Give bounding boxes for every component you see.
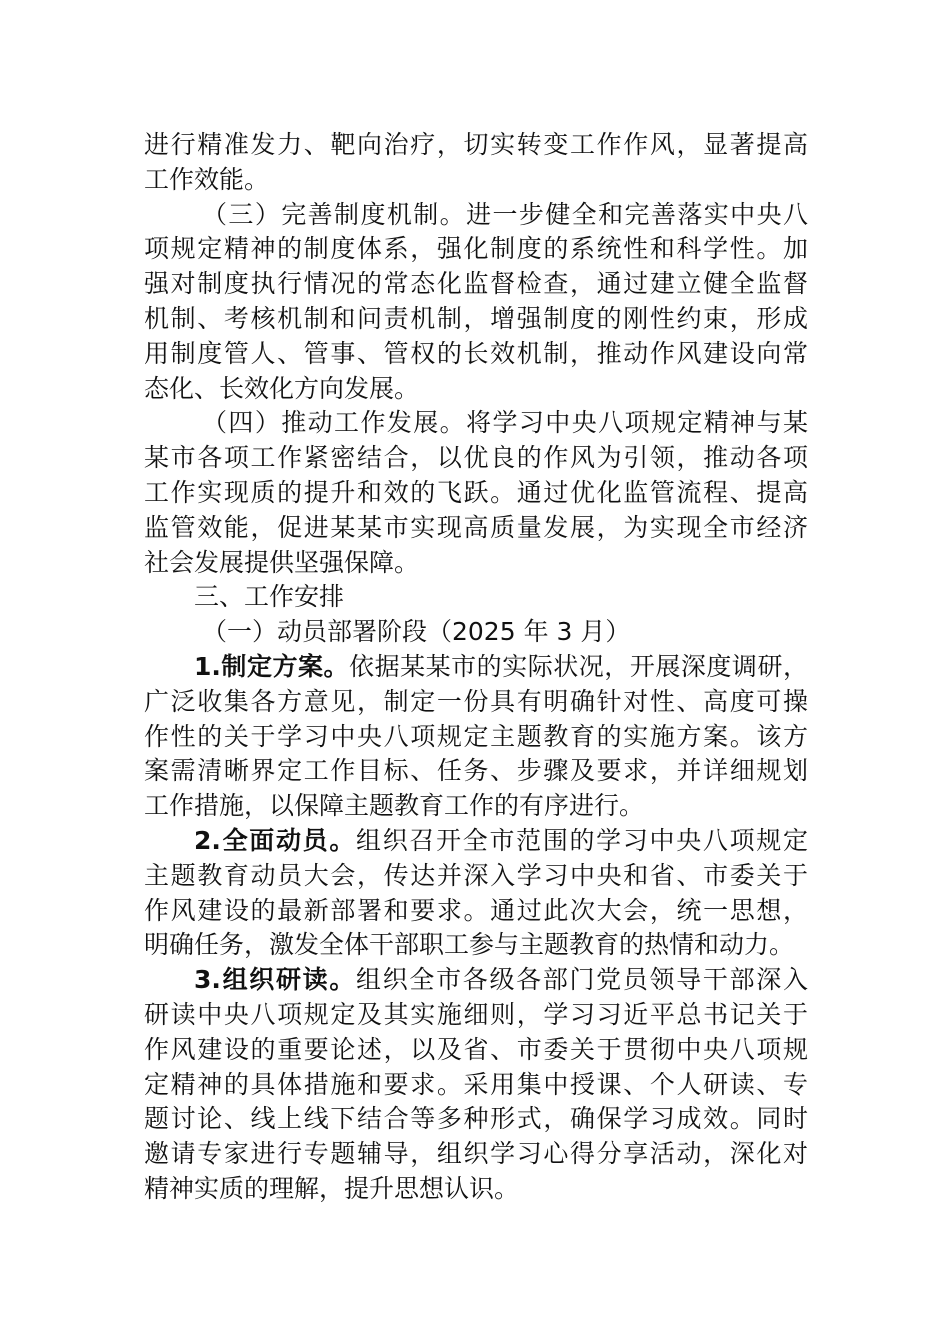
item-title: 1.制定方案。 (194, 651, 350, 681)
text-line: 定精神的具体措施和要求。采用集中授课、个人研读、专 (144, 1069, 808, 1099)
text-line: 态化、长效化方向发展。 (144, 373, 420, 403)
text-line: 用制度管人、管事、管权的长效机制，推动作风建设向常 (144, 338, 808, 368)
text-line: 明确任务，激发全体干部职工参与主题教育的热情和动力。 (144, 930, 795, 960)
item-first-line (144, 650, 808, 685)
text-line: 广泛收集各方意见，制定一份具有明确针对性、高度可操 (144, 686, 808, 716)
text-line: 案需清晰界定工作目标、任务、步骤及要求，并详细规划 (144, 756, 808, 786)
text-line: 作性的关于学习中央八项规定主题教育的实施方案。该方 (144, 721, 808, 751)
section-3-heading-line: （三）完善制度机制。进一步健全和完善落实中央八 (202, 199, 808, 229)
text-line: 作风建设的最新部署和要求。通过此次大会，统一思想， (144, 895, 808, 925)
item-title: 3.组织研读。 (194, 965, 357, 995)
text-line: 邀请专家进行专题辅导，组织学习心得分享活动，深化对 (144, 1139, 808, 1169)
text-line: 项规定精神的制度体系，强化制度的系统性和科学性。加 (144, 234, 808, 264)
item-title: 2.全面动员。 (194, 825, 357, 855)
section-heading: 三、工作安排 (194, 582, 345, 612)
text-line: 研读中央八项规定及其实施细则，学习习近平总书记关于 (144, 999, 808, 1029)
section-4-heading-line: （四）推动工作发展。将学习中央八项规定精神与某 (202, 408, 808, 438)
subsection-heading: （一）动员部署阶段（2025 年 3 月） (202, 617, 631, 647)
text-line: 强对制度执行情况的常态化监督检查，通过建立健全监督 (144, 269, 808, 299)
text-line: 机制、考核机制和问责机制，增强制度的刚性约束，形成 (144, 303, 808, 333)
item-text: 组织全市各级各部门党员领导干部深入 (356, 965, 808, 995)
text-line: 作风建设的重要论述，以及省、市委关于贯彻中央八项规 (144, 1034, 808, 1064)
text-line: 主题教育动员大会，传达并深入学习中央和省、市委关于 (144, 860, 808, 890)
text-line: 题讨论、线上线下结合等多种形式，确保学习成效。同时 (144, 1104, 808, 1134)
item-first-line (144, 824, 808, 859)
text-line: 工作效能。 (144, 164, 270, 194)
text-line: 进行精准发力、靶向治疗，切实转变工作作风，显著提高 (144, 130, 808, 159)
text-line: 监管效能，促进某某市实现高质量发展，为实现全市经济 (144, 512, 808, 542)
text-line: 某市各项工作紧密结合，以优良的作风为引领，推动各项 (144, 443, 808, 473)
item-first-line (144, 963, 808, 998)
text-line: 精神实质的理解，提升思想认识。 (144, 1173, 520, 1203)
item-text: 组织召开全市范围的学习中央八项规定 (356, 825, 808, 855)
text-line: 社会发展提供坚强保障。 (144, 547, 420, 577)
document-body (144, 128, 808, 1207)
item-text: 依据某某市的实际状况，开展深度调研， (349, 651, 808, 681)
text-line: 工作实现质的提升和效的飞跃。通过优化监管流程、提高 (144, 477, 808, 507)
text-line: 工作措施，以保障主题教育工作的有序进行。 (144, 791, 645, 821)
